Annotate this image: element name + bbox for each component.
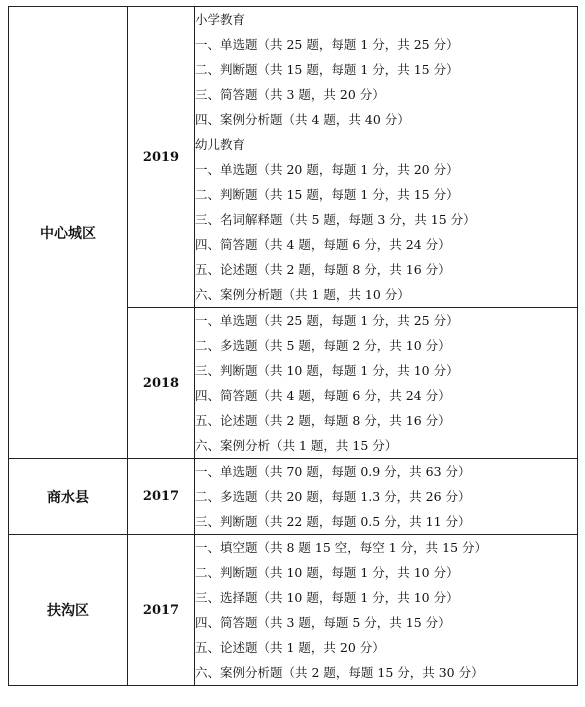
- question-type-line: 四、简答题（共 3 题，每题 5 分，共 15 分）: [195, 615, 451, 630]
- section-heading: 小学教育: [195, 12, 246, 27]
- question-type-line: 四、案例分析题（共 4 题，共 40 分）: [195, 112, 410, 127]
- year-cell: 2019: [128, 7, 195, 308]
- question-type-line: 五、论述题（共 2 题，每题 8 分，共 16 分）: [195, 262, 451, 277]
- question-type-line: 一、单选题（共 70 题，每题 0.9 分，共 63 分）: [195, 464, 471, 479]
- exam-structure-table: [8, 6, 578, 686]
- question-type-line: 二、判断题（共 15 题，每题 1 分，共 15 分）: [195, 187, 459, 202]
- question-type-line: 六、案例分析（共 1 题，共 15 分）: [195, 438, 398, 453]
- question-type-line: 三、选择题（共 10 题，每题 1 分，共 10 分）: [195, 590, 459, 605]
- question-type-line: 二、多选题（共 5 题，每题 2 分，共 10 分）: [195, 338, 451, 353]
- question-type-line: 一、单选题（共 20 题，每题 1 分，共 20 分）: [195, 162, 459, 177]
- question-type-line: 五、论述题（共 2 题，每题 8 分，共 16 分）: [195, 413, 451, 428]
- question-type-line: 六、案例分析题（共 1 题，共 10 分）: [195, 287, 410, 302]
- question-type-line: 一、单选题（共 25 题，每题 1 分，共 25 分）: [195, 37, 459, 52]
- table-row: [9, 7, 578, 308]
- table-row: [9, 459, 578, 535]
- question-type-line: 二、多选题（共 20 题，每题 1.3 分，共 26 分）: [195, 489, 471, 504]
- question-type-line: 四、简答题（共 4 题，每题 6 分，共 24 分）: [195, 388, 451, 403]
- year-cell: 2017: [128, 535, 195, 686]
- question-type-line: 二、判断题（共 10 题，每题 1 分，共 10 分）: [195, 565, 459, 580]
- year-cell: 2018: [128, 308, 195, 459]
- region-cell: 商水县: [9, 459, 128, 535]
- region-cell: 扶沟区: [9, 535, 128, 686]
- question-type-line: 六、案例分析题（共 2 题，每题 15 分，共 30 分）: [195, 665, 484, 680]
- region-cell: 中心城区: [9, 7, 128, 459]
- question-type-line: 一、填空题（共 8 题 15 空，每空 1 分，共 15 分）: [195, 540, 488, 555]
- table-row: [9, 535, 578, 686]
- question-type-line: 三、判断题（共 22 题，每题 0.5 分，共 11 分）: [195, 514, 471, 529]
- question-type-line: 一、单选题（共 25 题，每题 1 分，共 25 分）: [195, 313, 459, 328]
- question-type-line: 二、判断题（共 15 题，每题 1 分，共 15 分）: [195, 62, 459, 77]
- content-cell: [195, 308, 578, 459]
- question-type-line: 三、判断题（共 10 题，每题 1 分，共 10 分）: [195, 363, 459, 378]
- content-cell: [195, 535, 578, 686]
- year-cell: 2017: [128, 459, 195, 535]
- question-type-line: 三、简答题（共 3 题，共 20 分）: [195, 87, 385, 102]
- content-cell: [195, 459, 578, 535]
- section-heading: 幼儿教育: [195, 137, 246, 152]
- question-type-line: 三、名词解释题（共 5 题，每题 3 分，共 15 分）: [195, 212, 476, 227]
- question-type-line: 四、简答题（共 4 题，每题 6 分，共 24 分）: [195, 237, 451, 252]
- question-type-line: 五、论述题（共 1 题，共 20 分）: [195, 640, 385, 655]
- content-cell: [195, 7, 578, 308]
